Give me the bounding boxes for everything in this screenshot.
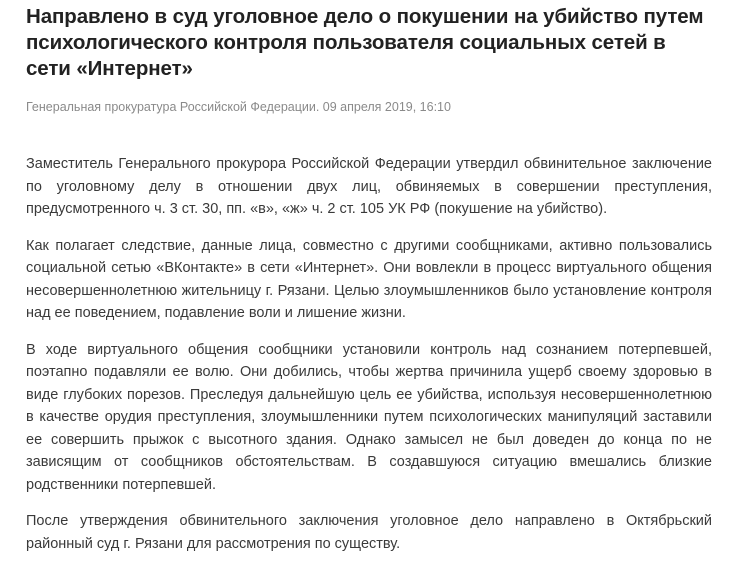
- article-paragraph: После утверждения обвинительного заключения уголовное дело направлено в Октябрьский районный суд г. Рязани для рассмотрения по существу.: [26, 513, 712, 552]
- article-body: [26, 153, 712, 555]
- article-source: Генеральная прокуратура Российской Федерации: [26, 100, 316, 114]
- article-paragraph: Как полагает следствие, данные лица, совместно с другими сообщниками, активно пользовались социальной сетью «ВКонтакте» в сети «Интернет». Они вовлекли в процесс виртуального общения несовершеннолетнюю жительницу г. Рязани. Целью злоумышленников было установление контроля над ее поведением, подавление воли и лишение жизни.: [26, 237, 712, 321]
- article: [26, 0, 712, 569]
- article-date: 09 апреля 2019, 16:10: [322, 100, 451, 114]
- article-title: Направлено в суд уголовное дело о покушении на убийство путем психологического контроля пользователя социальных сетей в сети «Интернет»: [26, 5, 704, 80]
- article-meta: Генеральная прокуратура Российской Федерации. 09 апреля 2019, 16:10: [26, 100, 451, 114]
- article-paragraph: В ходе виртуального общения сообщники установили контроль над сознанием потерпевшей, поэтапно подавляли ее волю. Они добились, чтобы жертва причинила ущерб своему здоровью в виде глубоких порезов. Преследуя дальнейшую цель ее убийства, используя несовершеннолетнюю в качестве орудия преступления, злоумышленники путем психологических манипуляций заставили ее совершить прыжок с высотного здания. Однако замысел не был доведен до конца по не зависящим от сообщников обстоятельствам. В создавшуюся ситуацию вмешались близкие родственники потерпевшей.: [26, 341, 712, 493]
- article-paragraph: Заместитель Генерального прокурора Российской Федерации утвердил обвинительное заключение по уголовному делу в отношении двух лиц, обвиняемых в совершении преступления, предусмотренного ч. 3 ст. 30, пп. «в», «ж» ч. 2 ст. 105 УК РФ (покушение на убийство).: [26, 156, 712, 217]
